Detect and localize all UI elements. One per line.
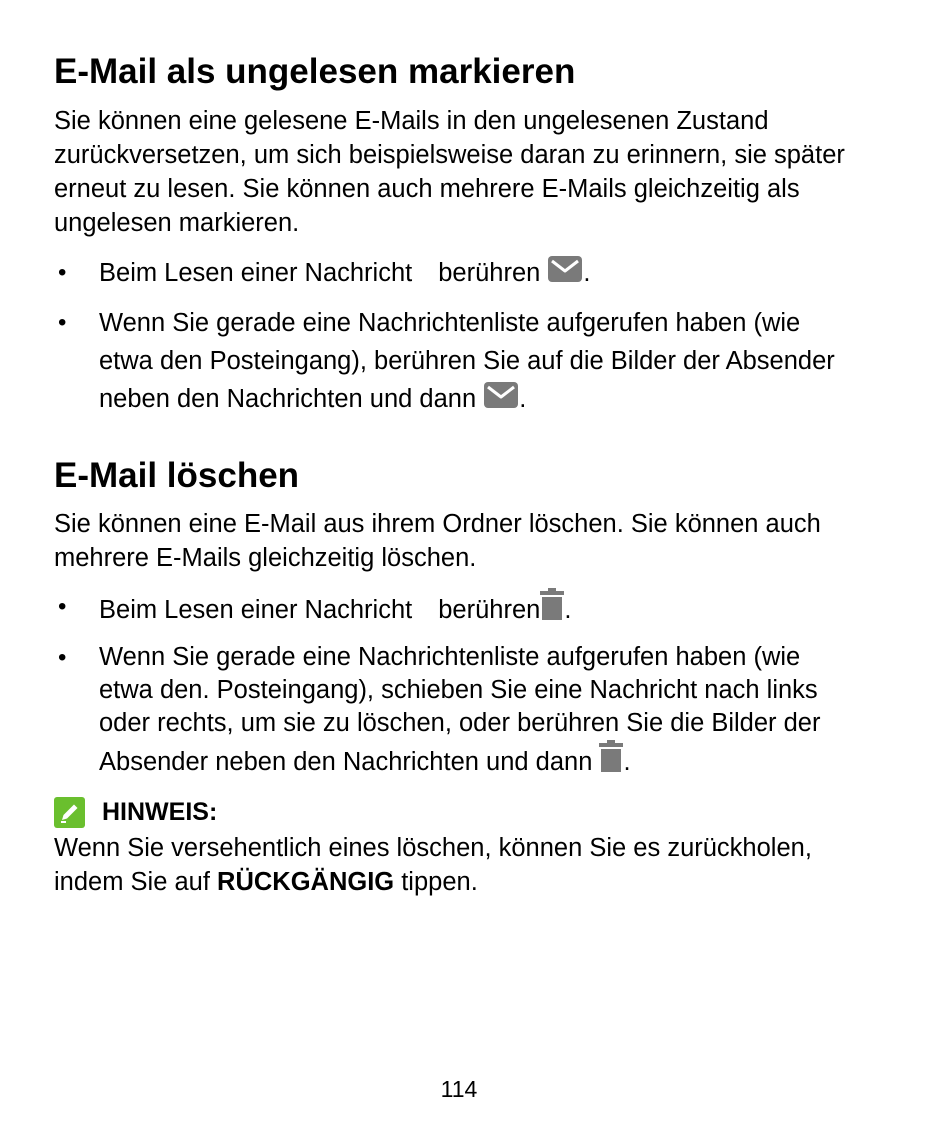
bullet-lead: Beim Lesen einer Nachricht	[99, 259, 413, 287]
note-text	[54, 831, 854, 899]
bullet-item	[54, 641, 854, 781]
trash-icon	[540, 588, 564, 631]
trash-icon	[599, 740, 623, 781]
bullet-item	[54, 304, 854, 420]
envelope-icon	[547, 255, 583, 294]
note-header	[54, 795, 854, 829]
section-title: E-Mail als ungelesen markieren	[54, 52, 576, 91]
section-intro: Sie können eine gelesene E-Mails in den ungelesenen Zustand zurückversetzen, um sich beispielsweise daran zu erinnern, sie später erneut zu lesen. Sie können auch mehrere E-Mails gleichzeitig als ungelesen markieren.	[54, 107, 845, 237]
section-title: E-Mail löschen	[54, 456, 300, 495]
bullet-end: .	[564, 596, 572, 624]
bullet-end: .	[623, 748, 631, 776]
bullet-item	[54, 254, 854, 294]
bullet-list	[54, 254, 854, 420]
bullet-text: berühren	[438, 596, 541, 624]
note-label: HINWEIS:	[102, 797, 218, 826]
bullet-text: Wenn Sie gerade eine Nachrichtenliste aufgerufen haben (wie etwa den. Posteingang), schieben Sie eine Nachricht nach links oder rechts, um sie zu löschen, oder berühren Sie die Bilder der Absender neben den Nachrichten und dann	[99, 643, 821, 776]
bullet-list	[54, 588, 854, 781]
note-text-after: tippen.	[401, 868, 478, 896]
bullet-end: .	[583, 259, 591, 287]
note-bold-term: RÜCKGÄNGIG	[217, 868, 395, 896]
document-page	[54, 50, 854, 899]
page-number: 114	[440, 1076, 478, 1102]
bullet-lead: Beim Lesen einer Nachricht	[99, 596, 413, 624]
envelope-icon	[483, 381, 519, 420]
bullet-text: berühren	[438, 259, 541, 287]
note-text-before: Wenn Sie versehentlich eines löschen, können Sie es zurückholen, indem Sie auf	[54, 834, 812, 896]
bullet-item	[54, 588, 854, 631]
pencil-note-icon	[54, 797, 85, 828]
section-intro: Sie können eine E-Mail aus ihrem Ordner löschen. Sie können auch mehrere E-Mails gleichzeitig löschen.	[54, 510, 821, 572]
bullet-text: Wenn Sie gerade eine Nachrichtenliste aufgerufen haben (wie etwa den Posteingang), berühren Sie auf die Bilder der Absender neben den Nachrichten und dann	[99, 309, 835, 413]
bullet-end: .	[519, 385, 527, 413]
